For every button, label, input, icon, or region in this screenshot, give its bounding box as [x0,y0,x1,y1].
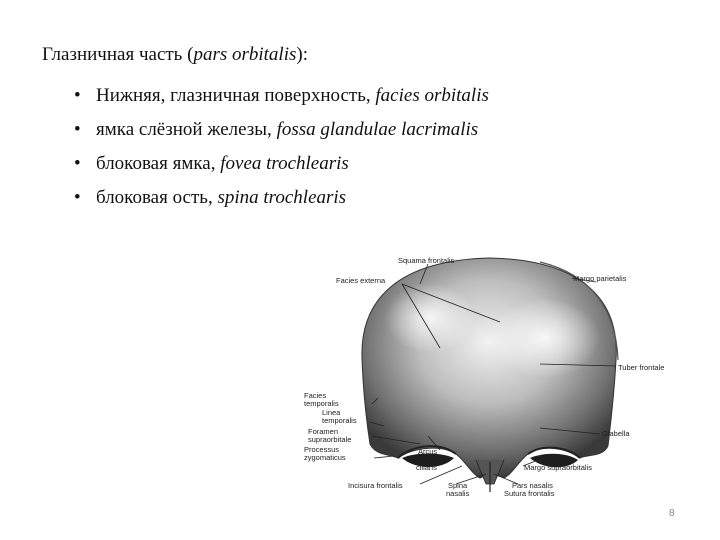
heading-latin: pars orbitalis [193,44,297,65]
label-processus-zygomaticus-2: zygomaticus [304,453,346,462]
label-spina-nasalis-2: nasalis [446,489,470,498]
label-foramen-supraorbitale-1: Foramen [308,427,339,436]
label-sutura-frontalis: Sutura frontalis [504,489,555,498]
label-facies-externa: Facies externa [336,276,386,285]
heading-text: Глазничная часть ( [42,44,194,65]
label-glabella: Glabella [602,429,630,438]
list-item [74,113,489,147]
bullet-latin: fovea trochlearis [220,153,349,174]
bullet-latin: fossa glandulae lacrimalis [276,119,479,140]
label-arcus-superciliaris-3: ciliaris [416,463,437,472]
bullet-text: блоковая ямка, [96,153,221,174]
list-item [74,79,489,113]
label-linea-temporalis-2: temporalis [322,416,357,425]
bullet-text: Нижняя, глазничная поверхность, [96,85,376,106]
label-margo-parietalis: Margo parietalis [573,274,627,283]
label-pars-nasalis: Pars nasalis [512,481,553,490]
list-item [74,181,489,215]
label-foramen-supraorbitale-2: supraorbitale [308,435,352,444]
bullet-latin: spina trochlearis [217,187,347,208]
bullet-list [74,79,489,215]
left-frontal-tuber [385,283,475,353]
label-facies-temporalis-1: Facies [304,391,327,400]
label-facies-temporalis-2: temporalis [304,399,339,408]
label-spina-nasalis-1: Spina [448,481,468,490]
label-arcus-superciliaris-1: Arcus [418,447,438,456]
label-margo-supraorbitalis: Margo supraorbitalis [524,463,592,472]
list-item [74,147,489,181]
right-frontal-tuber [490,298,600,378]
frontal-bone-svg [290,248,690,500]
label-arcus-superciliaris-2: super- [416,455,438,464]
slide-heading [42,44,308,66]
page-number: 8 [669,508,675,519]
heading-suffix: ): [296,44,308,65]
label-linea-temporalis-1: Linea [322,408,341,417]
label-squama-frontalis: Squama frontalis [398,256,455,265]
label-incisura-frontalis: Incisura frontalis [348,481,403,490]
label-processus-zygomaticus-1: Processus [304,445,340,454]
label-tuber-frontale: Tuber frontale [618,363,665,372]
frontal-bone-illustration [290,248,690,500]
bullet-latin: facies orbitalis [375,85,489,106]
bullet-text: ямка слёзной железы, [96,119,277,140]
bullet-text: блоковая ость, [96,187,218,208]
